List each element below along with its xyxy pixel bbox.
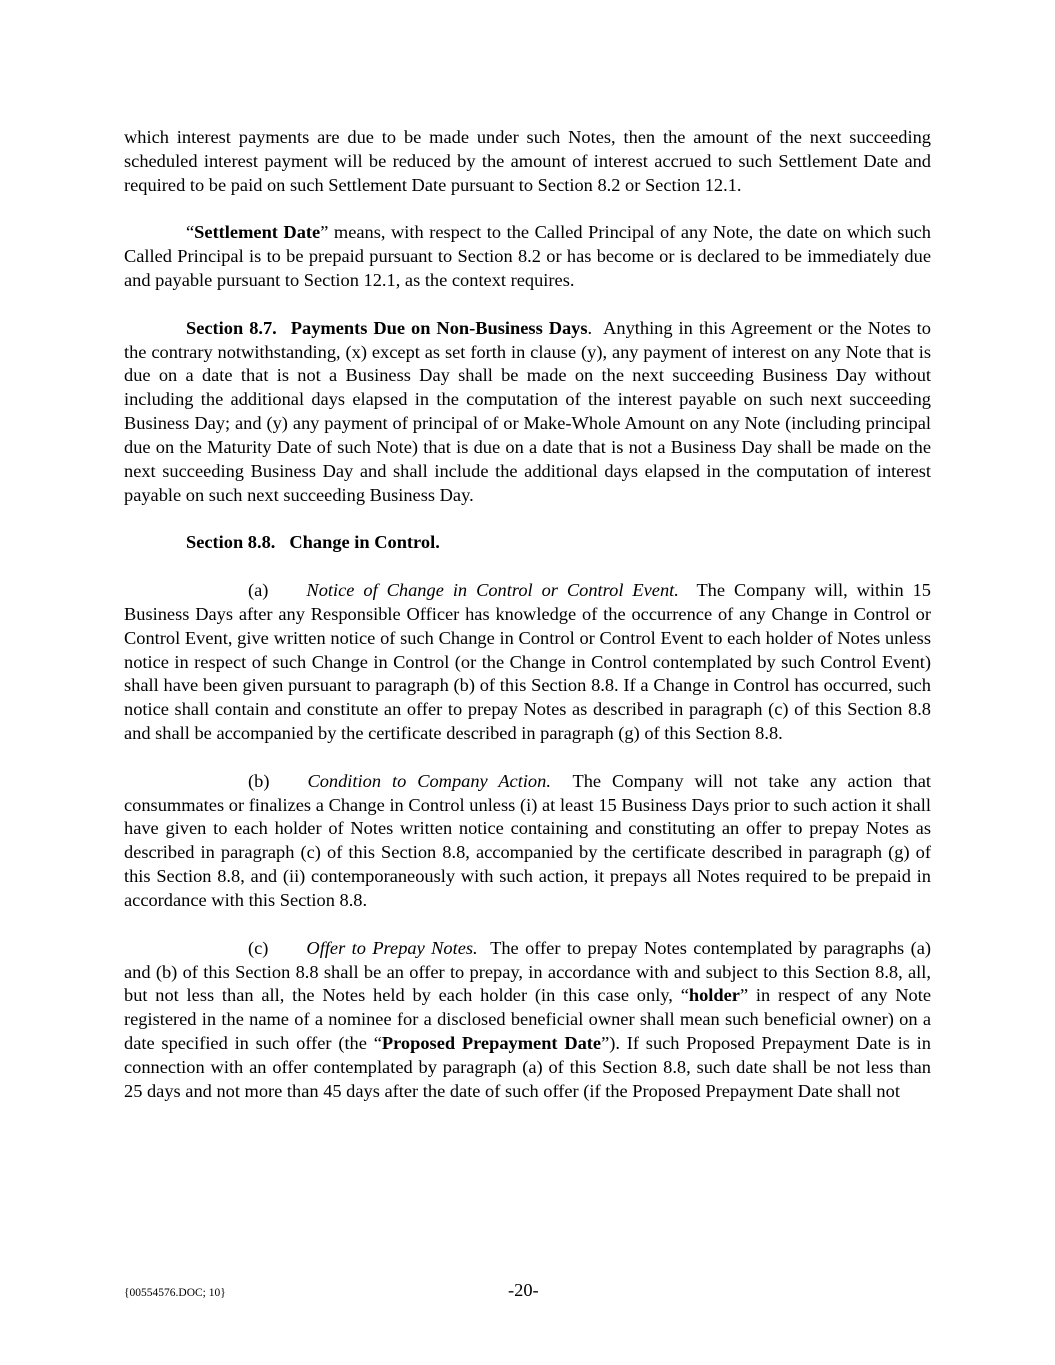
paragraph-text: in respect of any Note registered in the name of a nominee for a disclosed beneficial owner shall mean such beneficial owner) on a date specified in such offer (the: [124, 985, 931, 1054]
paragraph-label: (c): [248, 937, 269, 958]
defined-term: Proposed Prepayment Date: [381, 1033, 602, 1054]
paragraph-text: The Company will, within 15 Business Days after any Responsible Officer has knowledge of the occurrence of any Change in Control or Control Event, give written notice of such Change in Control or Control Event to each holder of Notes unless notice in respect of such Change in Control (or the Change in Control contemplated by such Control Event) shall have been given pursuant to paragraph (b) of this Section 8.8. If a Change in Control has occurred, such notice shall contain and constitute an offer to prepay Notes as described in paragraph (c) of this Section 8.8 and shall be accompanied by the certificate described in paragraph (g) of this Section 8.8.: [124, 580, 931, 744]
defined-term: holder: [688, 985, 740, 1006]
paragraph-heading: Notice of Change in Control or Control Event.: [306, 580, 679, 601]
paragraph-text: Anything in this Agreement or the Notes to the contrary notwithstanding, (x) except as set forth in clause (y), any payment of interest on any Note that is due on a date that is not a Business Day shall be made on the next succeeding Business Day without including the additional days elapsed in the computation of the interest payable on such next succeeding Business Day; and (y) any payment of principal of or Make-Whole Amount on any Note (including principal due on the Maturity Date of such Note) that is due on a date that is not a Business Day shall be made on the next succeeding Business Day and shall include the additional days elapsed in the computation of interest payable on such next succeeding Business Day.: [124, 317, 931, 505]
paragraph-settlement-date-definition: “Settlement Date” means, with respect to the Called Principal of any Note, the date on which such Called Principal is to be prepaid pursuant to Section 8.2 or has become or is declared to be immediately due and payable pursuant to Section 12.1, as the context requires.: [124, 222, 931, 291]
paragraph-heading: Offer to Prepay Notes.: [306, 937, 478, 958]
section-number: Section 8.8.: [186, 532, 276, 553]
paragraph-c: (c) Offer to Prepay Notes. The offer to prepay Notes contemplated by paragraphs (a) and (b) of this Section 8.8 shall be an offer to prepay, in accordance with and subject to this Section 8.8, all, but not less than all, the Notes held by each holder (in this case only, “holder” in respect of any Note registered in the name of a nominee for a disclosed beneficial owner shall mean such beneficial owner) on a date specified in such offer (the “Proposed Prepayment Date”). If such Proposed Prepayment Date is in connection with an offer contemplated by paragraph (a) of this Section 8.8, such date shall be not less than 25 days and not more than 45 days after the date of such offer (if the Proposed Prepayment Date shall not: [124, 937, 931, 1101]
section-title: Payments Due on Non-Business Days: [290, 317, 588, 338]
document-body: [124, 126, 931, 1127]
paragraph-label: (a): [248, 580, 269, 601]
paragraph-a: [124, 579, 931, 746]
paragraph-text: which interest payments are due to be made under such Notes, then the amount of the next succeeding scheduled interest payment will be reduced by the amount of interest accrued to such Settlement Date and required to be paid on such Settlement Date pursuant to Section 8.2 or Section 12.1.: [124, 127, 931, 195]
paragraph-text: The Company will not take any action that consummates or finalizes a Change in Control unless (i) at least 15 Business Days prior to such action it shall have given to each holder of Notes written notice containing and constituting an offer to prepay Notes as described in paragraph (c) of this Section 8.8, accompanied by the certificate described in paragraph (g) of this Section 8.8, and (ii) contemporaneously with such action, it prepays all Notes required to be prepaid in accordance with this Section 8.8.: [124, 770, 931, 910]
section-number: Section 8.7.: [186, 317, 277, 338]
paragraph-text: The offer to prepay Notes contemplated by paragraphs (a) and (b) of this Section 8.8 shall be an offer to prepay, in accordance with and subject to this Section 8.8, all, but not less than all, the Notes held by each holder (in this case only,: [124, 937, 931, 1006]
defined-term: Settlement Date: [194, 222, 321, 243]
section-8-7: Section 8.7. Payments Due on Non-Business Days. Anything in this Agreement or the Notes to the contrary notwithstanding, (x) except as set forth in clause (y), any payment of interest on any Note that is due on a date that is not a Business Day shall be made on the next succeeding Business Day without including the additional days elapsed in the computation of the interest payable on such next succeeding Business Day; and (y) any payment of principal of or Make-Whole Amount on any Note (including principal due on the Maturity Date of such Note) that is due on a date that is not a Business Day shall be made on the next succeeding Business Day and shall include the additional days elapsed in the computation of interest payable on such next succeeding Business Day.: [124, 317, 931, 505]
paragraph-interest-continuation: [124, 126, 931, 198]
section-title: Change in Control.: [289, 532, 440, 553]
paragraph-text: means, with respect to the Called Principal of any Note, the date on which such Called Principal is to be prepaid pursuant to Section 8.2 or has become or is declared to be immediately due and payable pursuant to Section 12.1, as the context requires.: [124, 222, 931, 291]
section-8-8-heading: [124, 531, 931, 555]
footer-page-number: -20-: [508, 1280, 539, 1300]
paragraph-b: [124, 770, 931, 913]
paragraph-heading: Condition to Company Action.: [307, 770, 551, 791]
paragraph-label: (b): [248, 770, 270, 791]
footer-doc-id: {00554576.DOC; 10}: [124, 1287, 226, 1299]
paragraph-text: ). If such Proposed Prepayment Date is in connection with an offer contemplated by paragraph (a) of this Section 8.8, such date shall be not less than 25 days and not more than 45 days after the date of such offer (if the Proposed Prepayment Date shall not: [124, 1033, 931, 1101]
